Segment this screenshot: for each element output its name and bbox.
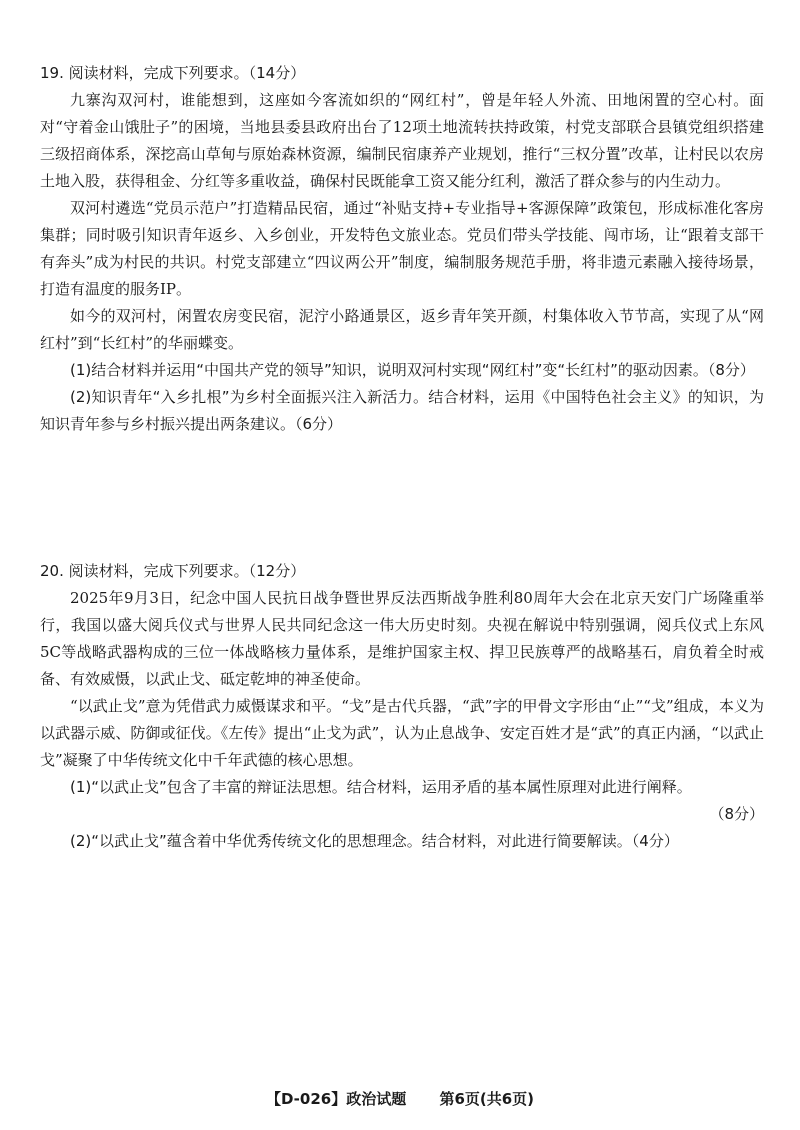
q19-material-paragraph-3: 如今的双河村，闲置农房变民宿，泥泞小路通景区，返乡青年笑开颜，村集体收入节节高，实现了从“网红村”到“长红村”的华丽蝶变。	[40, 307, 764, 352]
q19-material-paragraph-1: 九寨沟双河村，谁能想到，这座如今客流如织的“网红村”，曾是年轻人外流、田地闲置的空心村。面对“守着金山饿肚子”的困境，当地县委县政府出台了12项土地流转扶持政策，村党支部联合县镇党组织搭建三级招商体系，深挖高山草甸与原始森林资源，编制民宿康养产业规划，推行“三权分置”改革，让村民以农房土地入股，获得租金、分红等多重收益，确保村民既能拿工资又能分红利，激活了群众参与的内生动力。	[40, 91, 764, 190]
answer-space	[40, 438, 764, 558]
q20-material-paragraph-2: “以武止戈”意为凭借武力威慑谋求和平。“戈”是古代兵器，“武”字的甲骨文字形由“止”“戈”组成，本义为以武器示威、防御或征伐。《左传》提出“止戈为武”，认为止息战争、安定百姓才是“武”的真正内涵，“以武止戈”凝聚了中华传统文化中千年武德的核心思想。	[40, 697, 764, 769]
exam-code: 【D-026】政治试题	[265, 1090, 407, 1108]
q19-sub-question-2: (2)知识青年“入乡扎根”为乡村全面振兴注入新活力。结合材料，运用《中国特色社会主义》的知识，为知识青年参与乡村振兴提出两条建议。（6分）	[40, 388, 764, 433]
q20-material-paragraph-1: 2025年9月3日，纪念中国人民抗日战争暨世界反法西斯战争胜利80周年大会在北京天安门广场隆重举行，我国以盛大阅兵仪式与世界人民共同纪念这一伟大历史时刻。央视在解说中特别强调，阅兵仪式上东风5C等战略武器构成的三位一体战略核力量体系，是维护国家主权、捍卫民族尊严的战略基石，肩负着全时戒备、有效威慑，以武止戈、砥定乾坤的神圣使命。	[40, 589, 764, 688]
question-19-title: 19. 阅读材料，完成下列要求。（14分）	[40, 64, 306, 82]
question-20-title: 20. 阅读材料，完成下列要求。（12分）	[40, 562, 306, 580]
q20-sub-question-1: (1)“以武止戈”包含了丰富的辩证法思想。结合材料，运用矛盾的基本属性原理对此进行阐释。	[70, 778, 692, 796]
page-footer	[0, 1088, 800, 1109]
page-number: 第6页(共6页)	[439, 1090, 535, 1108]
exam-page	[40, 60, 764, 855]
q20-sub-question-2: (2)“以武止戈”蕴含着中华优秀传统文化的思想理念。结合材料，对此进行简要解读。（4分）	[70, 832, 679, 850]
q19-material-paragraph-2: 双河村遴选“党员示范户”打造精品民宿，通过“补贴支持+专业指导+客源保障”政策包，形成标准化客房集群；同时吸引知识青年返乡、入乡创业，开发特色文旅业态。党员们带头学技能、闯市场，让“跟着支部干有奔头”成为村民的共识。村党支部建立“四议两公开”制度，编制服务规范手册，将非遗元素融入接待场景，打造有温度的服务IP。	[40, 199, 764, 298]
q19-sub-question-1: (1)结合材料并运用“中国共产党的领导”知识，说明双河村实现“网红村”变“长红村”的驱动因素。（8分）	[70, 361, 755, 379]
q20-sub-question-1-score: （8分）	[709, 805, 764, 823]
